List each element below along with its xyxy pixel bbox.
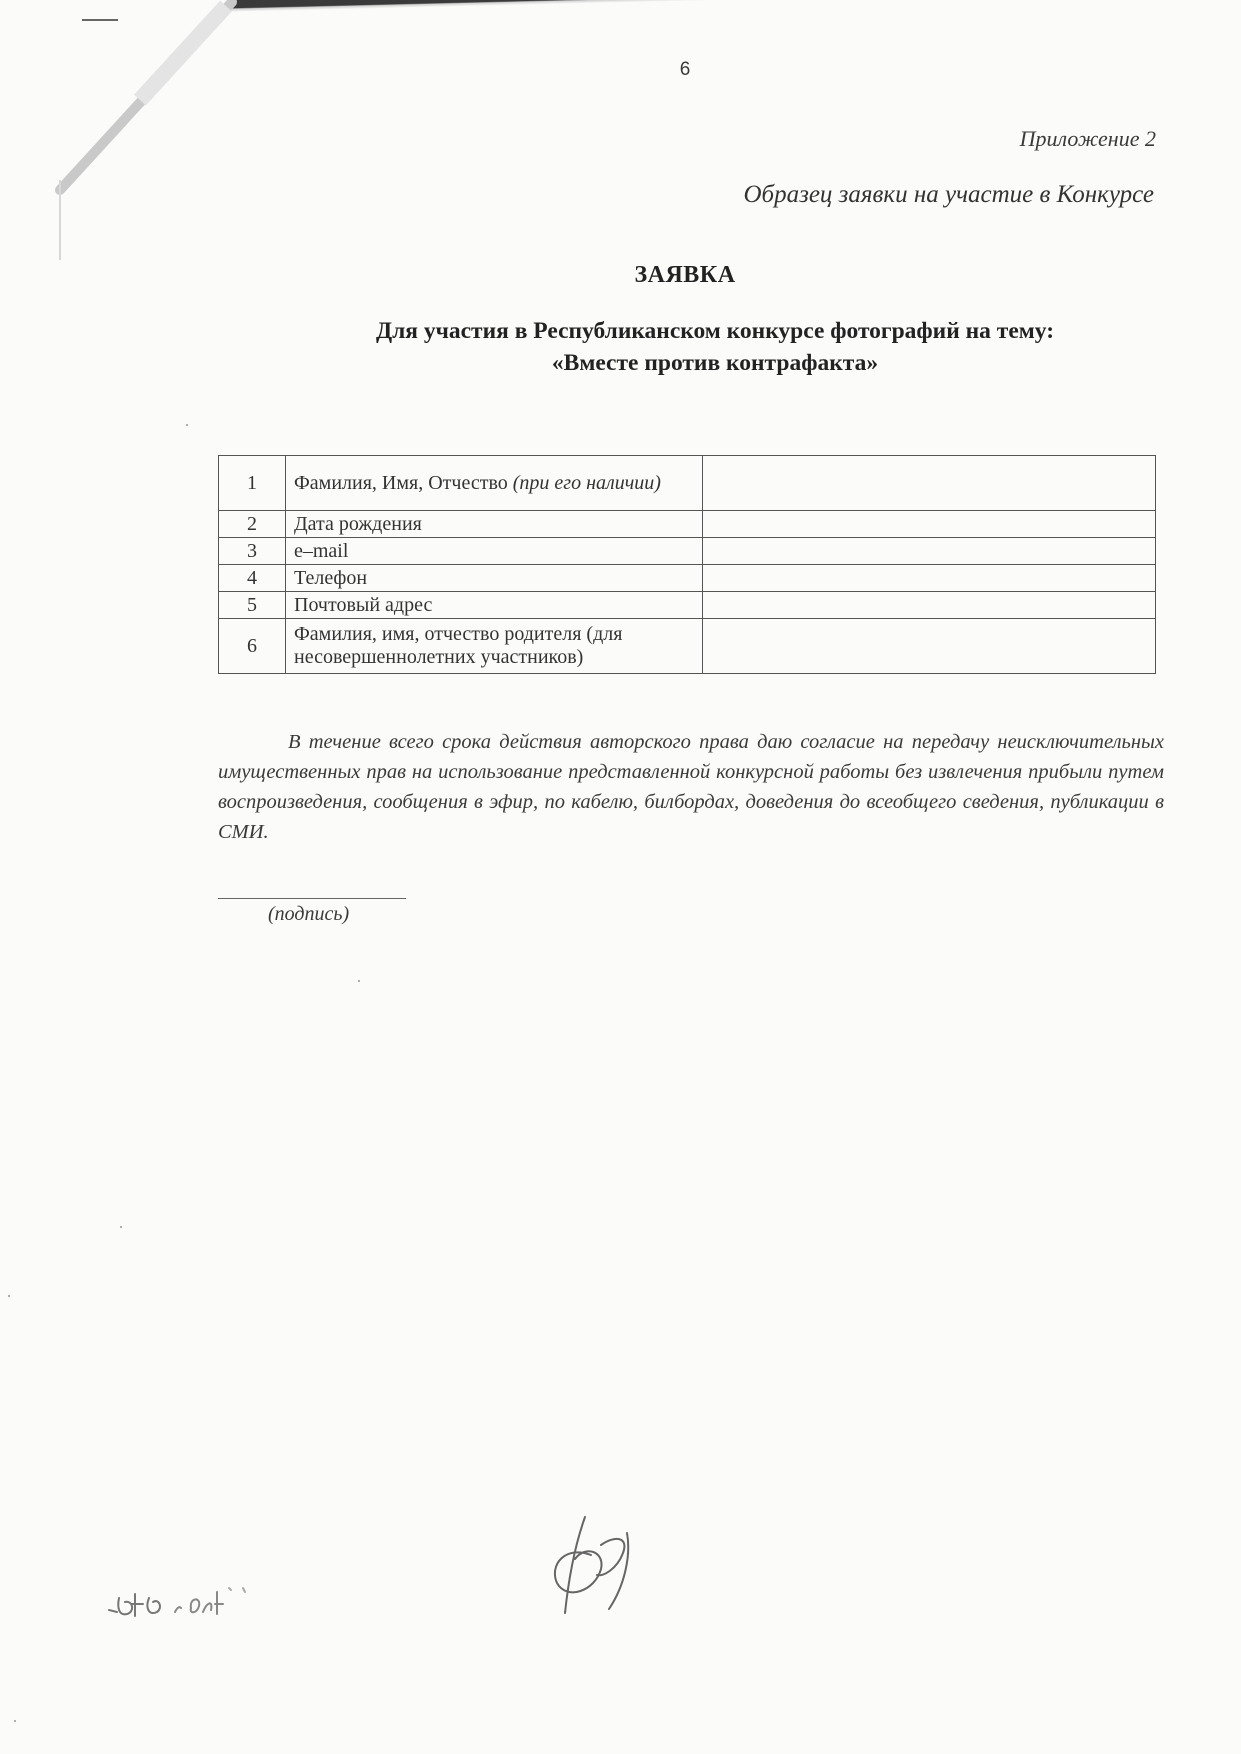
row-number: 4 <box>219 565 286 592</box>
table-row <box>219 456 1156 511</box>
page-number: 6 <box>679 59 691 80</box>
table-row <box>219 565 1156 592</box>
sample-title: Образец заявки на участие в Конкурсе <box>743 181 1154 208</box>
handwritten-signature <box>545 1505 655 1625</box>
table-row <box>219 511 1156 538</box>
handwritten-initials <box>105 1568 255 1638</box>
row-number: 3 <box>219 538 286 565</box>
row-label <box>286 456 703 511</box>
row-label: Телефон <box>286 565 703 592</box>
row-label-text: Фамилия, Имя, Отчество <box>294 471 508 494</box>
subtitle-line-2: «Вместе против контрафакта» <box>551 350 879 376</box>
row-label: Дата рождения <box>286 511 703 538</box>
table-row <box>219 592 1156 619</box>
document-subtitle <box>195 315 1235 379</box>
row-number: 2 <box>219 511 286 538</box>
application-form-table <box>218 455 1156 674</box>
row-number: 1 <box>219 456 286 511</box>
row-label: Почтовый адрес <box>286 592 703 619</box>
row-label-hint: (при его наличии) <box>512 471 661 494</box>
signature-line <box>218 898 406 899</box>
row-value-cell[interactable] <box>703 565 1156 592</box>
row-label: e–mail <box>286 538 703 565</box>
row-value-cell[interactable] <box>703 619 1156 674</box>
folded-corner-shadow <box>0 0 240 260</box>
scan-edge-top <box>230 0 1241 26</box>
table-row <box>219 538 1156 565</box>
row-number: 5 <box>219 592 286 619</box>
appendix-label: Приложение 2 <box>1019 126 1156 151</box>
row-value-cell[interactable] <box>703 511 1156 538</box>
consent-paragraph: В течение всего срока действия авторского права даю согласие на передачу неисключительных имущественных прав на использование представленной конкурсной работы без извлечения прибыли путем воспроизведения, сообщения в эфир, по кабелю, билбордах, доведения до всеобщего сведения, публикации в СМИ. <box>218 731 1164 843</box>
document-title: ЗАЯВКА <box>634 262 736 288</box>
row-number: 6 <box>219 619 286 674</box>
scan-speck <box>186 424 188 426</box>
subtitle-line-1: Для участия в Республиканском конкурсе фотографий на тему: <box>375 318 1055 344</box>
scan-speck <box>358 980 360 982</box>
row-value-cell[interactable] <box>703 456 1156 511</box>
scan-speck <box>8 1295 10 1297</box>
scan-speck <box>120 1226 122 1228</box>
table-row <box>219 619 1156 674</box>
signature-caption: (подпись) <box>268 903 350 925</box>
row-value-cell[interactable] <box>703 592 1156 619</box>
row-value-cell[interactable] <box>703 538 1156 565</box>
scan-speck <box>14 1720 16 1722</box>
row-label: Фамилия, имя, отчество родителя (для несовершеннолетних участников) <box>286 619 703 674</box>
